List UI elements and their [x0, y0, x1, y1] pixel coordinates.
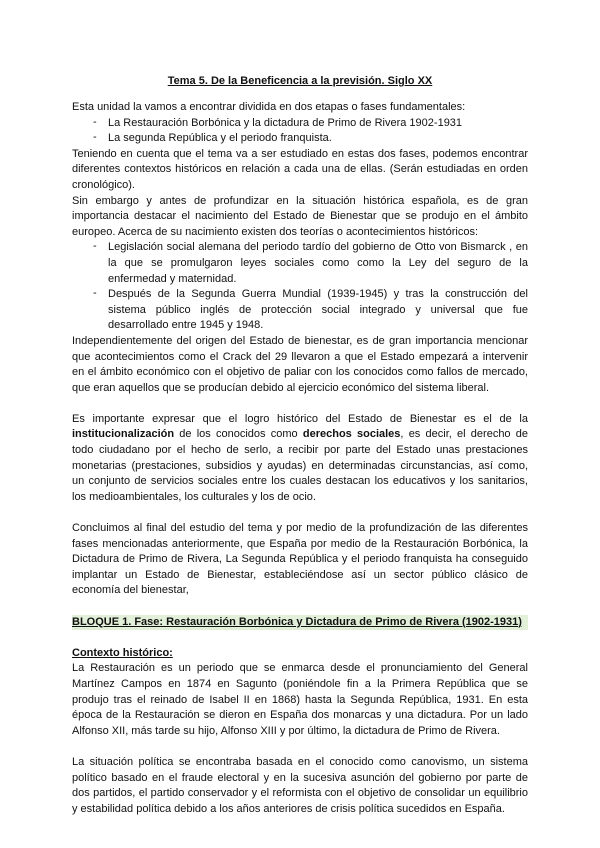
text-segment: , es decir, el derecho de	[400, 428, 528, 441]
blank-line	[72, 396, 528, 412]
text-line: Legislación social alemana del periodo tardío del gobierno de Otto von Bismarck , en	[108, 241, 528, 254]
bullet-item	[93, 240, 528, 287]
bullet-dash-icon: -	[93, 115, 97, 128]
text-line: Concluimos al final del estudio del tema y por medio de la profundización de las diferentes	[72, 522, 528, 535]
paragraph	[72, 194, 528, 241]
text-line: sistema público inglés de protección social integrado y universal que fue	[108, 303, 528, 316]
bullet-item	[93, 287, 528, 334]
paragraph	[72, 334, 528, 396]
bullet-dash-icon: -	[93, 240, 97, 253]
text-line: que eran aquellos que se producían debido al ejercicio económico del sistema liberal.	[72, 381, 490, 394]
text-line: desarrollado entre 1945 y 1948.	[108, 319, 264, 332]
text-line: Martínez Campos en 1874 en Sagunto (poniéndole fin a la Primera República que se	[72, 677, 528, 690]
text-line: diferentes contextos históricos en relación a cada una de ellas. (Serán estudiadas en orden	[72, 163, 528, 176]
text-line: los medioambientales, los culturales y los de ocio.	[72, 490, 316, 503]
text-line: dos partidos, el partido conservador y el reformista con el objetivo de consolidar un equilibrio	[72, 787, 528, 800]
text-line: Dictadura de Primo de Rivera, La Segunda República y el periodo franquista ha conseguido	[72, 553, 528, 566]
text-line: Esta unidad la vamos a encontrar dividida en dos etapas o fases fundamentales:	[72, 101, 466, 113]
text-line: La segunda República y el periodo franquista.	[108, 132, 332, 145]
text-line: que acontecimientos como el Crack del 29 llevaron a que el Estado empezará a intervenir	[72, 350, 528, 363]
text-line: BLOQUE 1. Fase: Restauración Borbónica y Dictadura de Primo de Rivera (1902-1931)	[72, 615, 528, 631]
bold-term: derechos sociales	[302, 428, 401, 441]
paragraph	[72, 661, 528, 739]
text-line: la que se promulgaron leyes sociales como como la Ley del seguro de la	[108, 256, 528, 269]
paragraph	[72, 147, 528, 194]
section-heading	[72, 615, 528, 631]
text-line: produjo tras el reinado de Isabel II en 1868) hasta la Segunda República, 1931. En esta	[72, 693, 528, 706]
text-line: Teniendo en cuenta que el tema va a ser estudiado en estas dos fases, podemos encontrar	[72, 147, 528, 160]
text-line: monetarias (prestaciones, subsidios y ayudas) en determinadas circunstancias, así como,	[72, 459, 528, 472]
text-line: economía del bienestar,	[72, 584, 189, 597]
paragraph	[72, 521, 528, 599]
text-line: Contexto histórico:	[72, 646, 173, 659]
text-line: en el ámbito económico con el objetivo de paliar con los conocidos como fallos de mercado,	[72, 366, 528, 379]
text-line: importancia destacar el nacimiento del Estado de Bienestar que se produjo en el ámbito	[72, 210, 528, 223]
text-line: La Restauración Borbónica y la dictadura de Primo de Rivera 1902-1931	[108, 116, 463, 129]
text-line: todo ciudadano por el hecho de serlo, a recibir por parte del Estado unas prestaciones	[72, 444, 528, 457]
text-line: enfermedad y maternidad.	[108, 272, 237, 285]
bullet-dash-icon: -	[93, 131, 97, 144]
blank-line	[72, 599, 528, 615]
text-line: cronológico).	[72, 178, 135, 191]
document-title: Tema 5. De la Beneficencia a la previsión. Siglo XX	[167, 75, 433, 87]
text-line: La Restauración es un periodo que se enmarca desde el pronunciamiento del General	[72, 662, 528, 675]
text-line: político basado en el fraude electoral y en la sucesiva asunción del gobierno por parte de	[72, 771, 528, 784]
subheading	[72, 646, 528, 662]
text-line: época de la Restauración se dieron en España dos monarcas y una dictadura. Por un lado	[72, 709, 528, 722]
bullet-item	[93, 115, 528, 132]
text-line	[72, 427, 528, 443]
text-line: Sin embargo y antes de profundizar en la situación histórica española, es de gran	[72, 194, 528, 207]
blank-line	[72, 739, 528, 755]
text-line: Alfonso XII, más tarde su hijo, Alfonso XIII y por último, la dictadura de Primo de Rivera.	[72, 724, 500, 737]
blank-line	[72, 505, 528, 521]
paragraph	[72, 755, 528, 817]
bold-term: institucionalización	[72, 428, 175, 441]
bullet-item	[93, 131, 528, 147]
text-line: La situación política se encontraba basada en el conocido como canovismo, un sistema	[72, 755, 528, 768]
paragraph	[72, 100, 528, 116]
paragraph	[72, 412, 528, 506]
text-line: europeo. Acerca de su nacimiento existen dos teorías o acontecimientos históricos:	[72, 225, 479, 238]
text-segment: de los conocidos como	[174, 428, 303, 441]
blank-line	[72, 630, 528, 646]
text-line: un conjunto de servicios sociales entre los cuales destacan los educativos y los sanitarios,	[72, 475, 528, 488]
text-line: implantar un Estado de Bienestar, estableciéndose así un sector público clásico de	[72, 568, 528, 581]
document-body	[72, 100, 528, 817]
text-line: fases mencionadas anteriormente, que España por medio de la Restauración Borbónica, la	[72, 537, 528, 550]
text-line: y estabilidad política debido a los años anteriores de crisis política sucedidos en España.	[72, 802, 505, 815]
bullet-dash-icon: -	[93, 287, 97, 300]
text-line: Después de la Segunda Guerra Mundial (1939-1945) y tras la construcción del	[108, 288, 528, 301]
text-line: Independientemente del origen del Estado de bienestar, es de gran importancia mencionar	[72, 334, 528, 347]
text-line: Es importante expresar que el logro histórico del Estado de Bienestar es el de la	[72, 412, 528, 425]
